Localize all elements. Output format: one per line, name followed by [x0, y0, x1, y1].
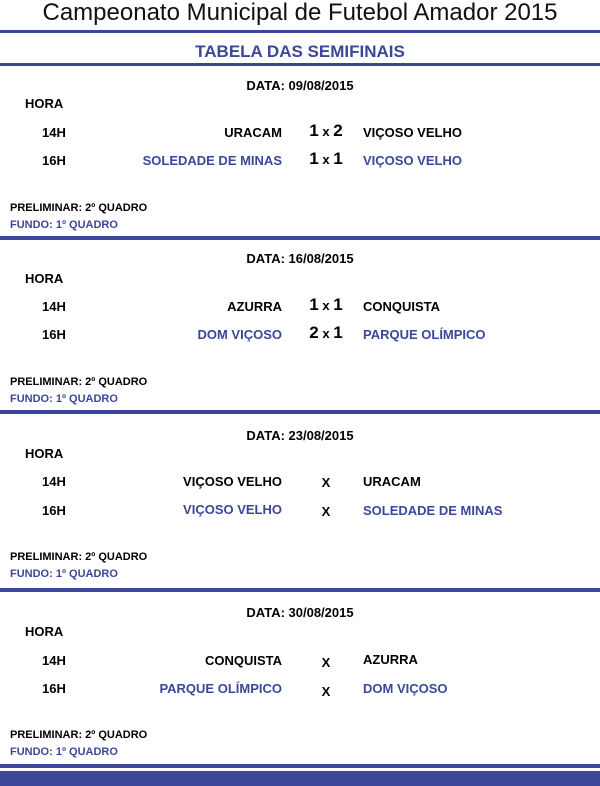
- score-separator: X: [321, 655, 331, 670]
- home-team: VIÇOSO VELHO: [183, 474, 282, 489]
- game-time: 14H: [42, 474, 66, 489]
- footer-bar: [0, 771, 600, 786]
- game-time: 16H: [42, 503, 66, 518]
- prelim-note: PRELIMINAR: 2º QUADRO: [10, 551, 148, 563]
- match-score: [296, 149, 356, 169]
- match-score: [296, 652, 356, 672]
- round-date: DATA: 09/08/2015: [246, 78, 354, 93]
- away-team: URACAM: [363, 474, 421, 489]
- match-score: [296, 472, 356, 492]
- score-separator: x: [322, 298, 330, 313]
- score-separator: x: [322, 124, 330, 139]
- prelim-note: PRELIMINAR: 2º QUADRO: [10, 376, 148, 388]
- section-divider: [0, 588, 600, 592]
- away-goals: 1: [333, 323, 343, 342]
- hora-label: HORA: [25, 96, 64, 111]
- hora-label: HORA: [25, 271, 64, 286]
- table-subtitle: TABELA DAS SEMIFINAIS: [195, 42, 405, 61]
- subtitle-divider: [0, 63, 600, 66]
- hora-label: HORA: [25, 446, 64, 461]
- score-separator: X: [321, 504, 331, 519]
- home-team: SOLEDADE DE MINAS: [142, 153, 282, 168]
- match-score: [296, 501, 356, 521]
- home-team: URACAM: [224, 125, 282, 140]
- score-separator: x: [322, 326, 330, 341]
- home-team: VIÇOSO VELHO: [183, 502, 282, 517]
- home-team: AZURRA: [227, 299, 282, 314]
- home-team: DOM VIÇOSO: [197, 327, 282, 342]
- score-separator: x: [322, 152, 330, 167]
- match-score: [296, 295, 356, 315]
- game-time: 16H: [42, 327, 66, 342]
- match-score: [296, 681, 356, 701]
- round-date: DATA: 30/08/2015: [246, 605, 354, 620]
- match-score: [296, 121, 356, 141]
- fundo-note: FUNDO: 1º QUADRO: [10, 746, 118, 758]
- away-team: VIÇOSO VELHO: [363, 153, 462, 168]
- away-team: VIÇOSO VELHO: [363, 125, 462, 140]
- section-divider: [0, 236, 600, 240]
- match-score: [296, 323, 356, 343]
- away-team: CONQUISTA: [363, 299, 441, 314]
- home-goals: 1: [309, 121, 319, 140]
- home-team: PARQUE OLÍMPICO: [159, 681, 282, 696]
- fundo-note: FUNDO: 1º QUADRO: [10, 568, 118, 580]
- game-time: 14H: [42, 125, 66, 140]
- away-team: PARQUE OLÍMPICO: [363, 327, 486, 342]
- section-divider: [0, 410, 600, 414]
- title-divider: [0, 30, 600, 33]
- game-time: 14H: [42, 299, 66, 314]
- prelim-note: PRELIMINAR: 2º QUADRO: [10, 729, 148, 741]
- away-goals: 1: [333, 149, 343, 168]
- fundo-note: FUNDO: 1º QUADRO: [10, 393, 118, 405]
- away-goals: 2: [333, 121, 343, 140]
- home-goals: 1: [309, 149, 319, 168]
- round-date: DATA: 16/08/2015: [246, 251, 354, 266]
- score-separator: X: [321, 475, 331, 490]
- away-team: DOM VIÇOSO: [363, 681, 448, 696]
- prelim-note: PRELIMINAR: 2º QUADRO: [10, 202, 148, 214]
- home-goals: 2: [309, 323, 319, 342]
- page-title: Campeonato Municipal de Futebol Amador 2015: [42, 0, 558, 26]
- fundo-note: FUNDO: 1º QUADRO: [10, 219, 118, 231]
- game-time: 16H: [42, 153, 66, 168]
- round-date: DATA: 23/08/2015: [246, 428, 354, 443]
- home-goals: 1: [309, 295, 319, 314]
- away-goals: 1: [333, 295, 343, 314]
- section-divider: [0, 764, 600, 768]
- home-team: CONQUISTA: [204, 653, 282, 668]
- away-team: SOLEDADE DE MINAS: [363, 503, 503, 518]
- game-time: 16H: [42, 681, 66, 696]
- away-team: AZURRA: [363, 652, 418, 667]
- score-separator: X: [321, 684, 331, 699]
- hora-label: HORA: [25, 624, 64, 639]
- game-time: 14H: [42, 653, 66, 668]
